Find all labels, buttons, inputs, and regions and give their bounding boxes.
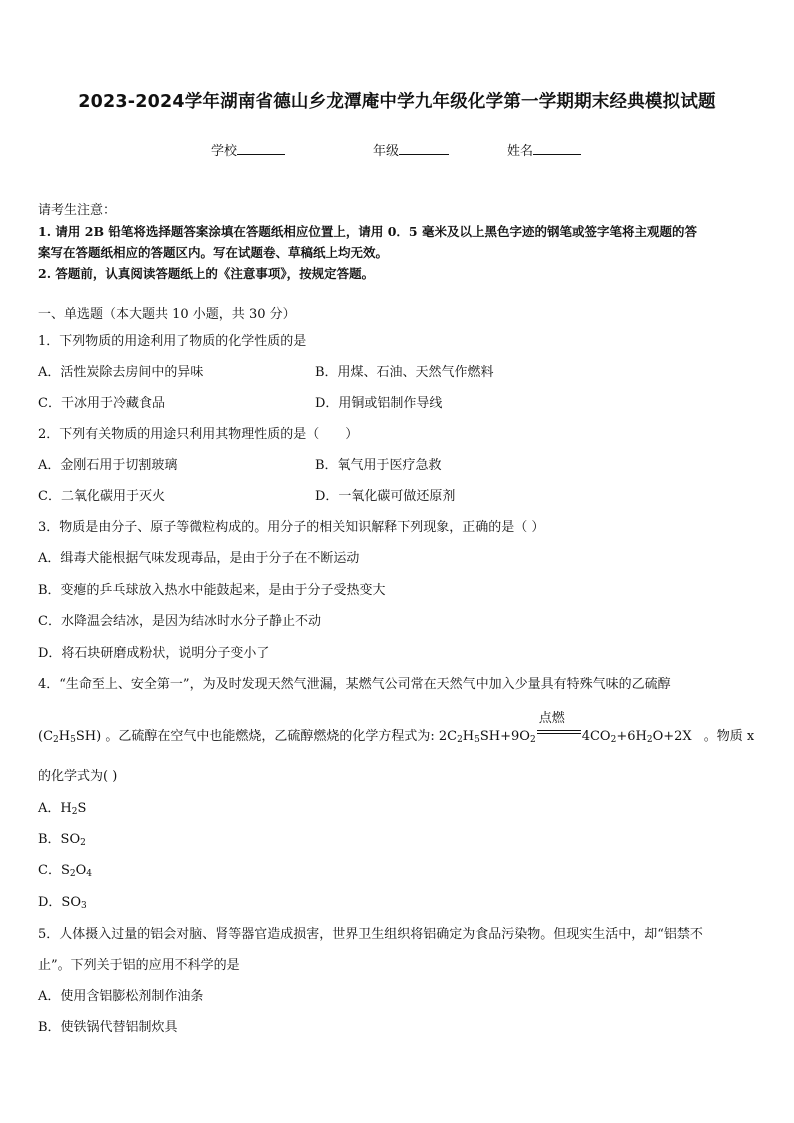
question-4-stem-2: 的化学式为( )	[38, 769, 118, 784]
name-field	[507, 140, 581, 159]
ethanethiol-formula: $(C_2H_5SH)$	[38, 729, 102, 745]
grade-label: 年级	[373, 144, 400, 159]
q2-option-c: C．二氧化碳用于灭火	[38, 489, 165, 504]
school-field	[211, 140, 285, 159]
school-blank	[237, 142, 285, 155]
q1-option-b: B．用煤、石油、天然气作燃料	[315, 365, 494, 380]
grade-blank	[399, 142, 449, 155]
q4-tail: 。物质 x	[703, 729, 755, 744]
grade-field	[373, 140, 449, 159]
q1-option-c: C．干冰用于冷藏食品	[38, 396, 165, 411]
school-label: 学校	[211, 144, 238, 159]
q5-option-b: B．使铁锅代替铝制炊具	[38, 1020, 178, 1035]
notice-line-1b: 案写在答题纸相应的答题区内。写在试题卷、草稿纸上均无效。	[38, 245, 389, 260]
question-3-stem: 3．物质是由分子、原子等微粒构成的。用分子的相关知识解释下列现象，正确的是（ ）	[38, 520, 545, 535]
name-blank	[533, 142, 581, 155]
page-title: 2023-2024学年湖南省德山乡龙潭庵中学九年级化学第一学期期末经典模拟试题	[78, 92, 716, 112]
question-5-stem: 5．人体摄入过量的铝会对脑、肾等器官造成损害，世界卫生组织将铝确定为食品污染物。但现实生活中，却“铝禁不	[38, 927, 703, 942]
q4-sentence: 。乙硫醇在空气中也能燃烧，乙硫醇燃烧的化学方程式为:	[105, 729, 435, 744]
q4-equation-line	[38, 711, 755, 745]
q1-option-a: A．活性炭除去房间中的异味	[38, 365, 204, 380]
name-label: 姓名	[507, 144, 534, 159]
q3-option-d: D．将石块研磨成粉状，说明分子变小了	[38, 646, 270, 661]
q4-option-b: B．$SO_2$	[38, 832, 86, 848]
question-1-stem: 1．下列物质的用途利用了物质的化学性质的是	[38, 334, 307, 349]
q3-option-a: A．缉毒犬能根据气味发现毒品，是由于分子在不断运动	[38, 551, 360, 566]
q2-option-d: D．一氧化碳可做还原剂	[315, 489, 456, 504]
q1-option-d: D．用铜或铝制作导线	[315, 396, 443, 411]
notice-heading: 请考生注意：	[38, 203, 117, 218]
chemical-equation: $2C_2H_5SH+9O_2$ 点燃 $4CO_2+6H_2O+2X$	[438, 711, 692, 745]
reaction-condition: 点燃	[537, 720, 581, 740]
q2-option-b: B．氧气用于医疗急救	[315, 458, 442, 473]
q2-option-a: A．金刚石用于切割玻璃	[38, 458, 178, 473]
q5-option-a: A．使用含铝膨松剂制作油条	[38, 989, 204, 1004]
question-5-stem-2: 止”。下列关于铝的应用不科学的是	[38, 958, 240, 973]
notice-line-1: 1. 请用 2B 铅笔将选择题答案涂填在答题纸相应位置上，请用 0．5 毫米及以上黑色字迹的钢笔或签字笔将主观题的答	[38, 224, 697, 239]
notice-line-2: 2. 答题前，认真阅读答题纸上的《注意事项》，按规定答题。	[38, 266, 375, 281]
section-heading: 一、单选题（本大题共 10 小题，共 30 分）	[38, 307, 296, 322]
q3-option-b: B．变瘪的乒乓球放入热水中能鼓起来，是由于分子受热变大	[38, 583, 386, 598]
question-4-stem: 4．“生命至上、安全第一”，为及时发现天然气泄漏，某燃气公司常在天然气中加入少量具有特殊气味的乙硫醇	[38, 677, 671, 692]
q4-option-a: A．$H_2S$	[38, 801, 87, 817]
q4-option-d: D．$SO_3$	[38, 895, 87, 911]
q3-option-c: C．水降温会结冰，是因为结冰时水分子静止不动	[38, 614, 321, 629]
q4-option-c: C．$S_2O_4$	[38, 863, 92, 879]
question-2-stem: 2．下列有关物质的用途只利用其物理性质的是（ ）	[38, 427, 359, 442]
